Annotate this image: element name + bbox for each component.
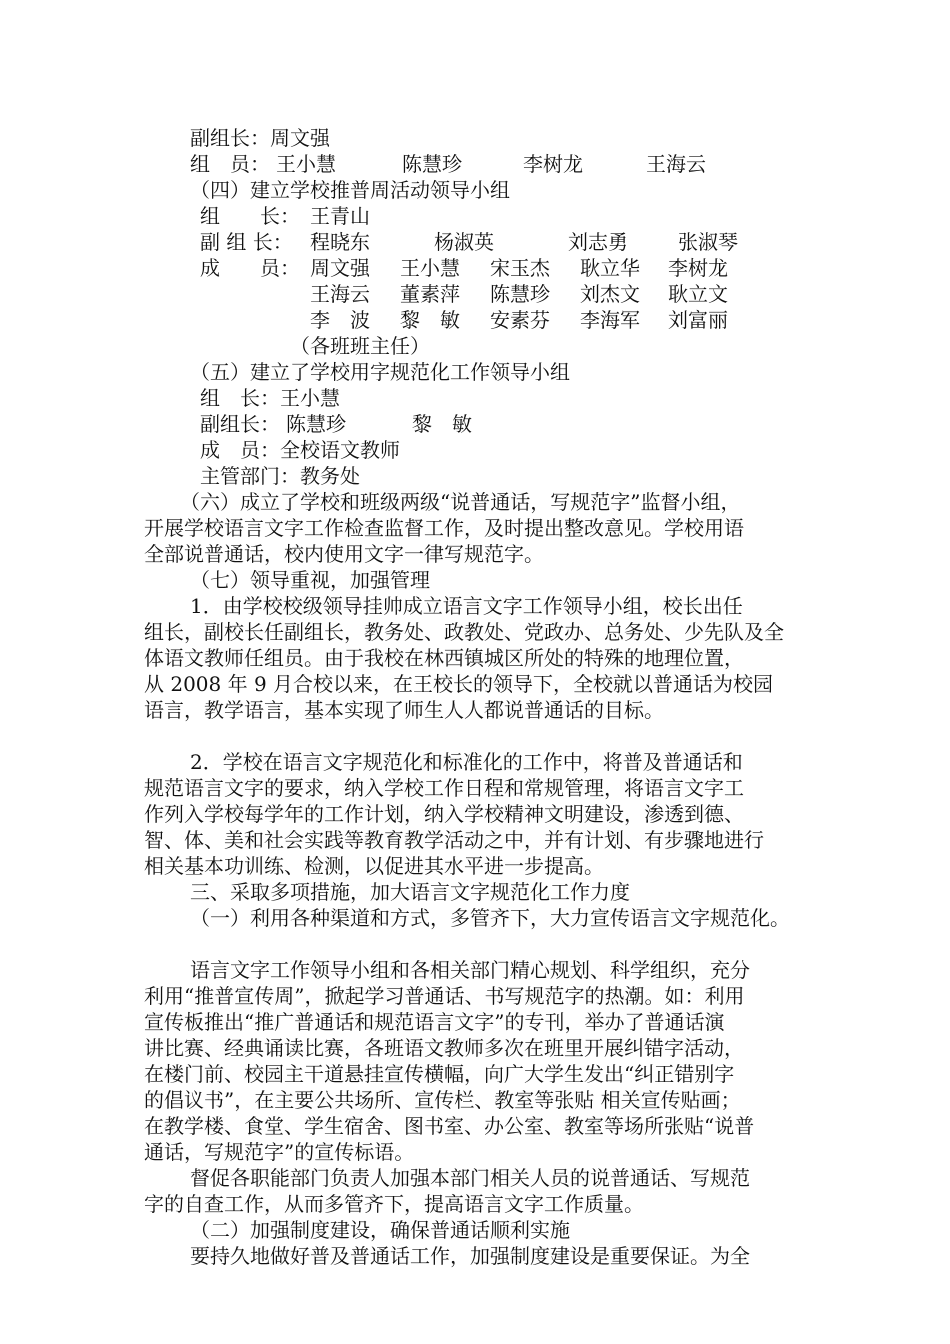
paragraph-line: 从 2008 年 9 月合校以来，在王校长的领导下，全校就以普通话为校园 xyxy=(144,672,774,696)
paragraph-line: 规范语言文字的要求，纳入学校工作日程和常规管理，将语言文字工 xyxy=(144,776,744,800)
member-name: 王小慧 xyxy=(400,256,460,280)
section-heading: （五）建立了学校用字规范化工作领导小组 xyxy=(190,360,570,384)
members-note: （各班班主任） xyxy=(290,334,430,358)
paragraph-line: 1．由学校校级领导挂帅成立语言文字工作领导小组，校长出任 xyxy=(190,594,743,618)
member-name: 李 波 xyxy=(310,308,370,332)
member-name: 杨淑英 xyxy=(434,230,494,254)
paragraph-line: 宣传板推出“推广普通话和规范语言文字”的专刊，举办了普通话演 xyxy=(144,1010,725,1034)
member-name: 刘富丽 xyxy=(668,308,728,332)
paragraph-line: 督促各职能部门负责人加强本部门相关人员的说普通话、写规范 xyxy=(190,1166,750,1190)
member-name: 陈慧珍 xyxy=(402,152,462,176)
section-heading: （七）领导重视，加强管理 xyxy=(190,568,430,592)
section-heading: （二）加强制度建设，确保普通话顺利实施 xyxy=(190,1218,570,1242)
member-name: 董素萍 xyxy=(400,282,460,306)
members-line: 成 员：全校语文教师 xyxy=(200,438,400,462)
department-line: 主管部门：教务处 xyxy=(200,464,360,488)
member-name: 耿立文 xyxy=(668,282,728,306)
member-name: 王海云 xyxy=(310,282,370,306)
vice-leader-line: 副组长：周文强 xyxy=(190,126,330,150)
paragraph-line: 开展学校语言文字工作检查监督工作，及时提出整改意见。学校用语 xyxy=(144,516,744,540)
paragraph-line: 通话，写规范字”的宣传标语。 xyxy=(144,1140,415,1164)
member-name: 王海云 xyxy=(646,152,706,176)
paragraph-line: 在教学楼、食堂、学生宿舍、图书室、办公室、教室等场所张贴“说普 xyxy=(144,1114,755,1138)
leader-line: 组 长：王小慧 xyxy=(200,386,340,410)
paragraph-line: 要持久地做好普及普通话工作，加强制度建设是重要保证。为全 xyxy=(190,1244,750,1268)
paragraph-line: 智、体、美和社会实践等教育教学活动之中，并有计划、有步骤地进行 xyxy=(144,828,764,852)
member-name: 宋玉杰 xyxy=(490,256,550,280)
leader-label: 组 长： xyxy=(200,204,300,228)
vice-leader-label: 副组长： xyxy=(200,412,280,436)
member-name: 黎 敏 xyxy=(412,412,472,436)
paragraph-line: 在楼门前、校园主干道悬挂宣传横幅，向广大学生发出“纠正错别字 xyxy=(144,1062,735,1086)
paragraph-line: 组长，副校长任副组长，教务处、政教处、党政办、总务处、少先队及全 xyxy=(144,620,784,644)
member-name: 刘杰文 xyxy=(580,282,640,306)
paragraph-line: 讲比赛、经典诵读比赛，各班语文教师多次在班里开展纠错字活动， xyxy=(144,1036,744,1060)
paragraph-line: 2．学校在语言文字规范化和标准化的工作中，将普及普通话和 xyxy=(190,750,743,774)
paragraph-line: 语言，教学语言，基本实现了师生人人都说普通话的目标。 xyxy=(144,698,664,722)
member-name: 刘志勇 xyxy=(568,230,628,254)
member-name: 陈慧珍 xyxy=(286,412,346,436)
paragraph-line: 全部说普通话，校内使用文字一律写规范字。 xyxy=(144,542,544,566)
paragraph-line: 语言文字工作领导小组和各相关部门精心规划、科学组织，充分 xyxy=(190,958,750,982)
leader-name: 王青山 xyxy=(310,204,370,228)
paragraph-line: （六）成立了学校和班级两级“说普通话，写规范字”监督小组， xyxy=(180,490,741,514)
member-name: 王小慧 xyxy=(276,152,336,176)
chapter-heading: 三、采取多项措施，加大语言文字规范化工作力度 xyxy=(190,880,630,904)
members-label: 成 员： xyxy=(200,256,300,280)
section-heading: （四）建立学校推普周活动领导小组 xyxy=(190,178,510,202)
member-name: 黎 敏 xyxy=(400,308,460,332)
section-heading: （一）利用各种渠道和方式，多管齐下，大力宣传语言文字规范化。 xyxy=(190,906,790,930)
vice-leader-label: 副 组 长： xyxy=(200,230,293,254)
member-name: 张淑琴 xyxy=(678,230,738,254)
member-name: 李树龙 xyxy=(523,152,583,176)
member-name: 耿立华 xyxy=(580,256,640,280)
member-name: 程晓东 xyxy=(310,230,370,254)
member-name: 安素芬 xyxy=(490,308,550,332)
members-label: 组 员： xyxy=(190,152,270,176)
member-name: 周文强 xyxy=(310,256,370,280)
paragraph-line: 体语文教师任组员。由于我校在林西镇城区所处的特殊的地理位置， xyxy=(144,646,744,670)
paragraph-line: 字的自查工作，从而多管齐下，提高语言文字工作质量。 xyxy=(144,1192,644,1216)
member-name: 陈慧珍 xyxy=(490,282,550,306)
paragraph-line: 相关基本功训练、检测，以促进其水平进一步提高。 xyxy=(144,854,604,878)
paragraph-line: 作列入学校每学年的工作计划，纳入学校精神文明建设，渗透到德、 xyxy=(144,802,744,826)
paragraph-line: 利用“推普宣传周”，掀起学习普通话、书写规范字的热潮。如：利用 xyxy=(144,984,745,1008)
paragraph-line: 的倡议书”，在主要公共场所、宣传栏、教室等张贴 相关宣传贴画； xyxy=(144,1088,741,1112)
member-name: 李海军 xyxy=(580,308,640,332)
member-name: 李树龙 xyxy=(668,256,728,280)
